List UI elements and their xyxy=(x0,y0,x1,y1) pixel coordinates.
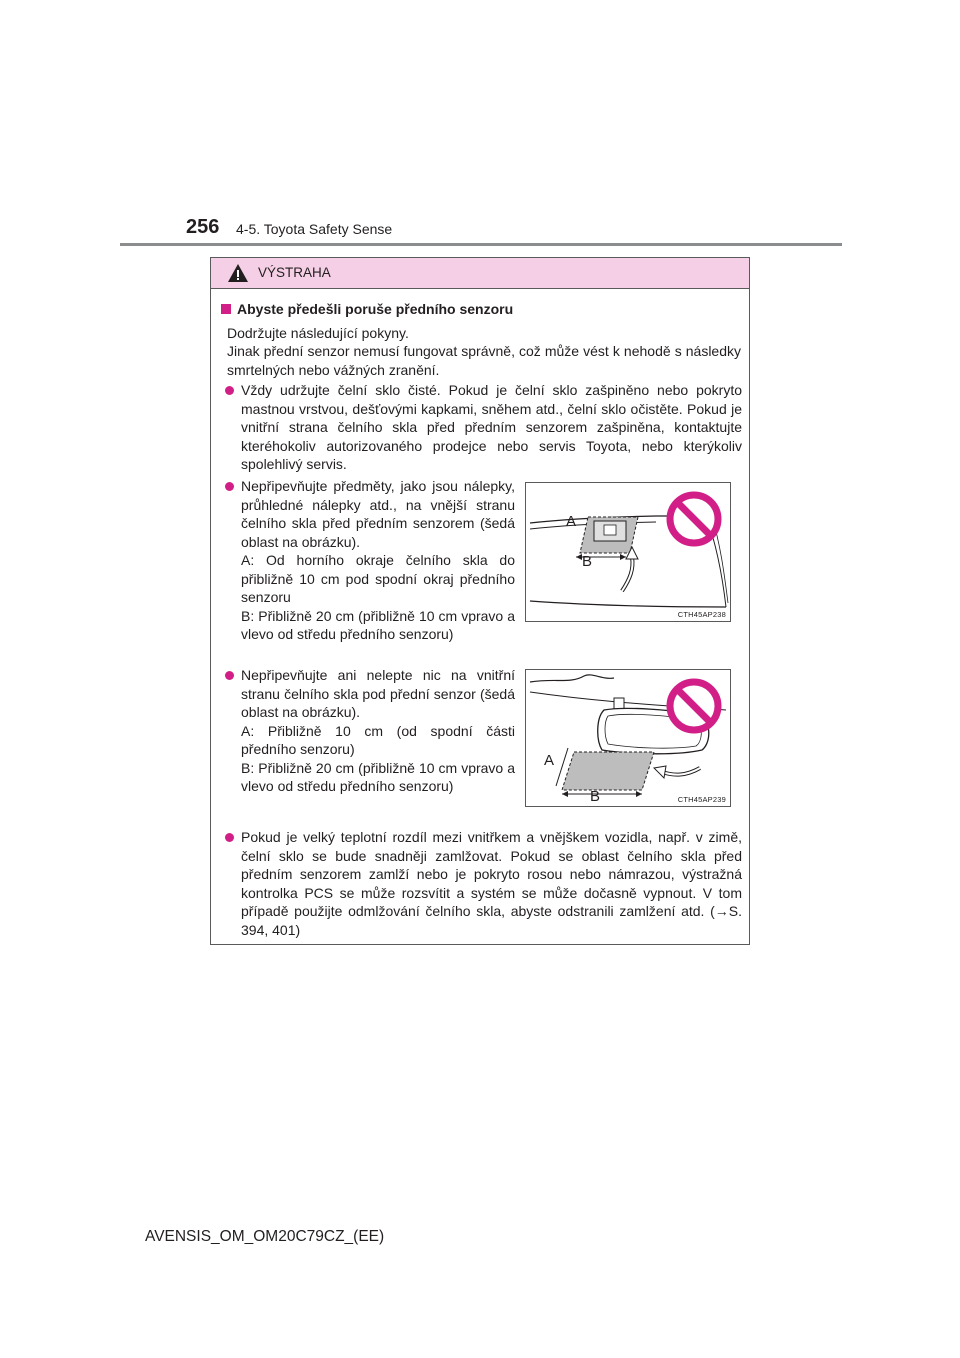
figure-sensor-inside xyxy=(525,669,731,807)
intro-line-2: Jinak přední senzor nemusí fungovat správně, což může vést k nehodě s následky smrtelných nebo vážných zranění. xyxy=(227,343,741,378)
bullet-text: Nepřipevňujte předměty, jako jsou nálepky, průhledné nálepky atd., na vnější stranu čelního skla před předním senzorem (šedá oblast na obrázku). xyxy=(241,478,515,550)
warning-heading-text: Abyste předešli poruše předního senzoru xyxy=(237,301,514,317)
figure-sensor-outside xyxy=(525,482,731,622)
warning-label: VÝSTRAHA xyxy=(258,265,331,280)
figure-label-a: A xyxy=(566,513,577,530)
bullet-dot-icon xyxy=(225,482,234,491)
warning-triangle-icon xyxy=(227,263,249,283)
square-bullet-icon xyxy=(221,304,231,314)
intro-line-1: Dodržujte následující pokyny. xyxy=(227,325,409,341)
bullet-line-b: B: Přibližně 20 cm (přibližně 10 cm vpravo a vlevo od středu předního senzoru) xyxy=(241,759,515,794)
figure-code: CTH45AP239 xyxy=(677,795,726,804)
header-rule xyxy=(120,243,842,246)
page-number: 256 xyxy=(186,216,220,238)
bullet-dot-icon xyxy=(225,833,234,842)
warning-box xyxy=(210,257,750,945)
bullet-dot-icon xyxy=(225,671,234,680)
bullet-line-b: B: Přibližně 20 cm (přibližně 10 cm vpravo a vlevo od středu předního senzoru) xyxy=(241,607,515,642)
bullet-line-a: A: Od horního okraje čelního skla do přibližně 10 cm pod spodní okraj předního senzoru xyxy=(241,552,515,605)
document-code: AVENSIS_OM_OM20C79CZ_(EE) xyxy=(145,1228,385,1245)
figure-code: CTH45AP238 xyxy=(677,610,726,619)
figure-label-b: B xyxy=(590,788,601,805)
bullet-dot-icon xyxy=(225,386,234,395)
bullet-item xyxy=(225,477,515,644)
bullet-item xyxy=(225,828,742,939)
bullet-text: Pokud je velký teplotní rozdíl mezi vnitřkem a vnějškem vozidla, např. v zimě, čelní sklo se bude snadněji zamlžovat. Pokud se oblast čelního skla před předním senzorem zamlží nebo je pokryto rosou nebo námrazou, výstražná kontrolka PCS se může rozsvítit a systém se může dočasně vypnout. V tom případě použijte odmlžování čelního skla, abyste odstranili zamlžení atd. (→S. 394, 401) xyxy=(241,829,742,938)
bullet-item xyxy=(225,666,515,796)
bullet-text: Nepřipevňujte ani nelepte nic na vnitřní stranu čelního skla pod přední senzor (šedá oblast na obrázku). xyxy=(241,667,515,720)
windshield-inside-illustration xyxy=(526,670,730,806)
figure-label-a: A xyxy=(544,752,555,769)
figure-label-b: B xyxy=(582,553,593,570)
warning-heading xyxy=(221,301,513,317)
warning-header xyxy=(211,258,749,289)
bullet-text: Vždy udržujte čelní sklo čisté. Pokud je čelní sklo zašpiněno nebo pokryto mastnou vrstvou, dešťovými kapkami, sněhem atd., čelní sklo očistěte. Pokud je vnitřní strana čelního skla před předním senzorem zašpiněna, kontaktujte kteréhokoliv autorizovaného prodejce nebo servis Toyota, nebo kterýkoliv spolehlivý servis. xyxy=(241,382,742,472)
bullet-item xyxy=(225,381,742,474)
windshield-outside-illustration xyxy=(526,483,730,621)
section-title: 4-5. Toyota Safety Sense xyxy=(236,221,393,237)
bullet-line-a: A: Přibližně 10 cm (od spodní části předního senzoru) xyxy=(241,722,515,757)
